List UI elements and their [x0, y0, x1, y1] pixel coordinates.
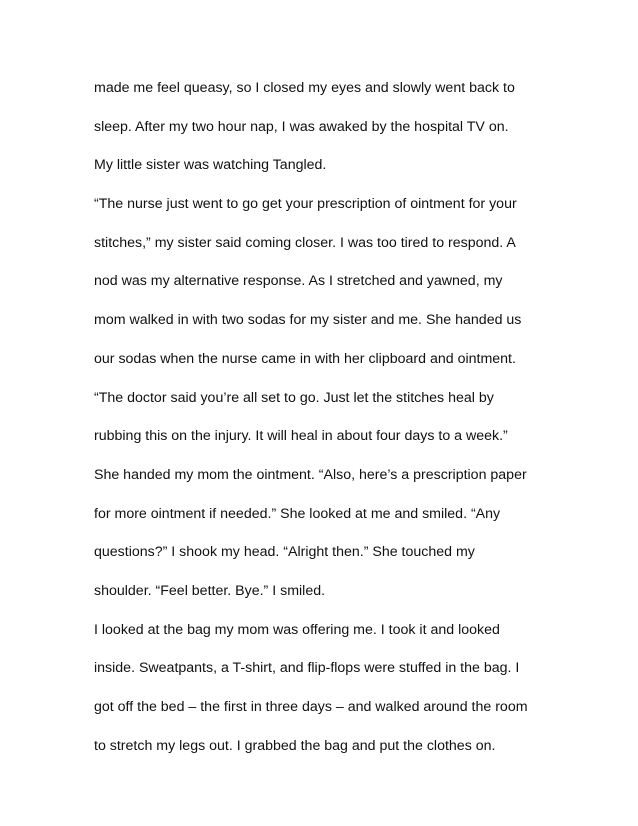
text-line: sleep. After my two hour nap, I was awaked by the hospital TV on. [94, 118, 509, 135]
text-line: got off the bed – the first in three days – and walked around the room [94, 699, 528, 715]
text-line: for more ointment if needed.” She looked at me and smiled. “Any [94, 505, 501, 522]
text-line: rubbing this on the injury. It will heal in about four days to a week.” [94, 428, 508, 445]
text-line: stitches,” my sister said coming closer. I was too tired to respond. A [94, 234, 516, 251]
text-line: She handed my mom the ointment. “Also, here’s a prescription paper [94, 466, 527, 483]
text-line: nod was my alternative response. As I stretched and yawned, my [94, 273, 503, 290]
text-line: our sodas when the nurse came in with her clipboard and ointment. [94, 350, 516, 367]
text-line: shoulder. “Feel better. Bye.” I smiled. [94, 582, 326, 599]
body-text [94, 77, 554, 773]
text-line: I looked at the bag my mom was offering me. I took it and looked [94, 621, 500, 638]
text-line: to stretch my legs out. I grabbed the bag and put the clothes on. [94, 737, 496, 754]
text-line: inside. Sweatpants, a T-shirt, and flip-flops were stuffed in the bag. I [94, 660, 520, 677]
text-line: “The nurse just went to go get your prescription of ointment for your [94, 196, 517, 213]
text-line: My little sister was watching Tangled. [94, 157, 327, 174]
text-line: “The doctor said you’re all set to go. Just let the stitches heal by [94, 389, 494, 406]
text-line: mom walked in with two sodas for my sister and me. She handed us [94, 312, 522, 329]
text-line: made me feel queasy, so I closed my eyes and slowly went back to [94, 80, 515, 96]
text-line: questions?” I shook my head. “Alright then.” She touched my [94, 544, 475, 561]
